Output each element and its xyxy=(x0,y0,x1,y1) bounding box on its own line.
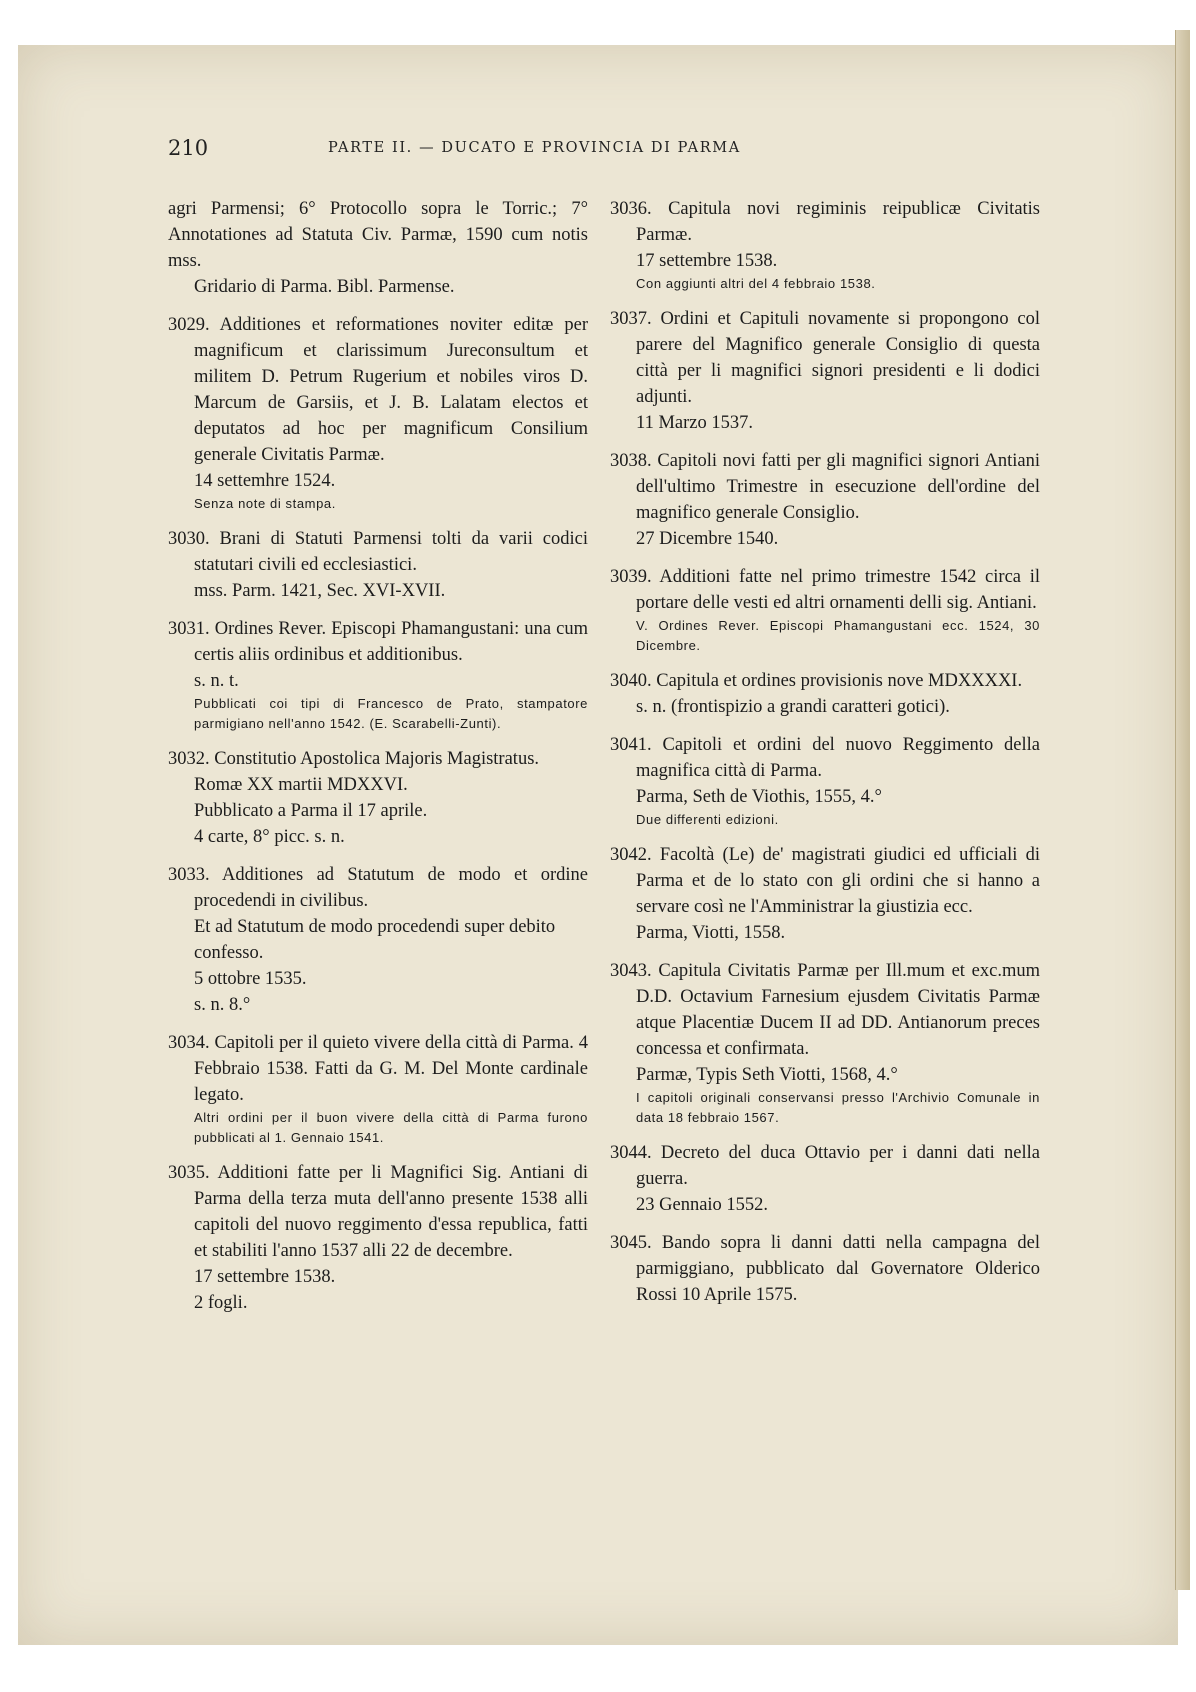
entry-3043 xyxy=(610,958,1040,1128)
entry-note: I capitoli originali conservansi presso l'Archivio Comunale in data 18 febbraio 1567. xyxy=(636,1090,1040,1125)
entry-3041 xyxy=(610,732,1040,830)
entry-3035 xyxy=(168,1160,588,1316)
running-title: PARTE II. — DUCATO E PROVINCIA DI PARMA xyxy=(328,140,741,156)
entry-text: Capitula novi regiminis reipublicæ Civitatis Parmæ. xyxy=(636,199,1041,245)
entry-3031 xyxy=(168,616,588,734)
entry-text: Ordines Rever. Episcopi Phamangustani: una cum certis aliis ordinibus et additionibus. xyxy=(194,619,588,665)
entry-body xyxy=(168,862,588,914)
entry-number: 3040. xyxy=(610,671,652,691)
entry-text: Facoltà (Le) de' magistrati giudici ed ufficiali di Parma et de lo stato con gli ordini che si hanno a servare così ne l'Amministrar la giustizia ecc. xyxy=(636,845,1040,917)
entry-text: Capitula Civitatis Parmæ per Ill.mum et exc.mum D.D. Octavium Farnesium ejusdem Civitatis Parmæ atque Placentiæ Ducem II ad DD. Antianorum preces concessa et confirmata. xyxy=(636,961,1041,1059)
entry-date: mss. Parm. 1421, Sec. XVI-XVII. xyxy=(194,581,446,601)
entry-date: 17 settembre 1538. xyxy=(194,1267,336,1287)
entry-note: Con aggiunti altri del 4 febbraio 1538. xyxy=(636,276,876,291)
entry-number: 3042. xyxy=(610,845,652,865)
entry-date: s. n. (frontispizio a grandi caratteri gotici). xyxy=(636,697,950,717)
entry-location: Gridario di Parma. Bibl. Parmense. xyxy=(194,277,455,297)
entry-text: Constitutio Apostolica Majoris Magistratus. xyxy=(214,749,540,769)
entry-text: Additiones et reformationes noviter editæ per magnificum et clarissimum Jureconsultum et militem D. Petrum Rugerium et nobiles viros D. Marcum de Garsiis, et J. B. Lalatam electos et deputatos ad hoc per magnificum Consilium generale Civitatis Parmæ. xyxy=(194,315,588,465)
entry-text: Decreto del duca Ottavio per i danni dati nella guerra. xyxy=(636,1143,1040,1189)
entry-body xyxy=(610,668,1040,694)
entry-text: Brani di Statuti Parmensi tolti da varii codici statutari civili ed ecclesiastici. xyxy=(194,529,588,575)
entry-number: 3037. xyxy=(610,309,652,329)
continuation-entry xyxy=(168,196,588,300)
entry-text: Capitoli novi fatti per gli magnifici signori Antiani dell'ultimo Trimestre in esecuzione dell'ordine del magnifico generale Consiglio. xyxy=(636,451,1041,523)
entry-text: Bando sopra li danni datti nella campagna del parmiggiano, pubblicato dal Governatore Olderico Rossi 10 Aprile 1575. xyxy=(636,1233,1041,1305)
entry-3044 xyxy=(610,1140,1040,1218)
left-column xyxy=(168,196,588,1328)
entry-date: 14 settemhre 1524. xyxy=(194,471,336,491)
entry-note: Senza note di stampa. xyxy=(194,496,336,511)
entry-body xyxy=(168,312,588,468)
entry-detail: 4 carte, 8° picc. s. n. xyxy=(194,827,345,847)
entry-number: 3032. xyxy=(168,749,210,769)
entry-number: 3035. xyxy=(168,1163,210,1183)
entry-text: Capitoli et ordini del nuovo Reggimento della magnifica città di Parma. xyxy=(636,735,1041,781)
entry-3029 xyxy=(168,312,588,514)
entry-number: 3044. xyxy=(610,1143,652,1163)
entry-note: V. Ordines Rever. Episcopi Phamangustani ecc. 1524, 30 Dicembre. xyxy=(636,618,1040,653)
entry-body xyxy=(610,842,1040,920)
entry-note: Altri ordini per il buon vivere della città di Parma furono pubblicati al 1. Gennaio 1541. xyxy=(194,1110,588,1145)
entry-number: 3038. xyxy=(610,451,652,471)
entry-body xyxy=(610,448,1040,526)
entry-detail: Pubblicato a Parma il 17 aprile. xyxy=(194,801,428,821)
entry-text: Capitula et ordines provisionis nove MDXXXXI. xyxy=(656,671,1023,691)
entry-body xyxy=(168,1160,588,1264)
entry-body xyxy=(610,732,1040,784)
page-edge xyxy=(1175,30,1190,1590)
entry-3037 xyxy=(610,306,1040,436)
entry-number: 3033. xyxy=(168,865,210,885)
entry-note: Pubblicati coi tipi di Francesco de Prato, stampatore parmigiano nell'anno 1542. (E. Scarabelli-Zunti). xyxy=(194,696,588,731)
entry-date: Parmæ, Typis Seth Viotti, 1568, 4.° xyxy=(636,1065,898,1085)
entry-text: agri Parmensi; 6° Protocollo sopra le Torric.; 7° Annotationes ad Statuta Civ. Parmæ, 1590 cum notis mss. xyxy=(168,199,588,271)
entry-3032 xyxy=(168,746,588,850)
entry-detail: s. n. 8.° xyxy=(194,995,251,1015)
entry-body xyxy=(168,616,588,668)
entry-number: 3034. xyxy=(168,1033,210,1053)
entry-number: 3043. xyxy=(610,961,652,981)
right-column xyxy=(610,196,1040,1320)
entry-3039 xyxy=(610,564,1040,656)
running-header xyxy=(168,136,908,164)
entry-3030 xyxy=(168,526,588,604)
entry-3034 xyxy=(168,1030,588,1148)
page-number: 210 xyxy=(168,136,209,160)
entry-date: Romæ XX martii MDXXVI. xyxy=(194,775,408,795)
entry-body xyxy=(610,196,1040,248)
entry-number: 3031. xyxy=(168,619,210,639)
entry-text: Ordini et Capituli novamente si propongono col parere del Magnifico generale Consiglio di questa città per li magnifici signori presidenti e li dodici adjunti. xyxy=(636,309,1041,407)
entry-body xyxy=(168,746,588,772)
entry-3033 xyxy=(168,862,588,1018)
entry-text: Additioni fatte nel primo trimestre 1542 circa il portare delle vesti ed altri ornamenti delli sig. Antiani. xyxy=(636,567,1040,613)
entry-text: Capitoli per il quieto vivere della città di Parma. 4 Febbraio 1538. Fatti da G. M. Del Monte cardinale legato. xyxy=(194,1033,589,1105)
entry-body xyxy=(610,306,1040,410)
entry-date: Parma, Seth de Viothis, 1555, 4.° xyxy=(636,787,882,807)
entry-date: s. n. t. xyxy=(194,671,239,691)
entry-body xyxy=(610,1230,1040,1308)
entry-3040 xyxy=(610,668,1040,720)
entry-date: 17 settembre 1538. xyxy=(636,251,778,271)
entry-3038 xyxy=(610,448,1040,552)
entry-detail: 2 fogli. xyxy=(194,1293,248,1313)
entry-number: 3036. xyxy=(610,199,652,219)
entry-date: 5 ottobre 1535. xyxy=(194,969,307,989)
entry-number: 3045. xyxy=(610,1233,652,1253)
entry-text: Additiones ad Statutum de modo et ordine procedendi in civilibus. xyxy=(194,865,588,911)
entry-number: 3029. xyxy=(168,315,210,335)
entry-body xyxy=(610,1140,1040,1192)
entry-body xyxy=(610,564,1040,616)
entry-date: Parma, Viotti, 1558. xyxy=(636,923,786,943)
entry-date: 11 Marzo 1537. xyxy=(636,413,753,433)
entry-detail: Et ad Statutum de modo procedendi super debito confesso. xyxy=(194,917,556,963)
entry-text: Additioni fatte per li Magnifici Sig. Antiani di Parma della terza muta dell'anno presente 1538 alli capitoli del nuovo reggimento d'essa republica, fatti et stabiliti l'anno 1537 alli 22 de decembre. xyxy=(194,1163,588,1261)
entry-3042 xyxy=(610,842,1040,946)
entry-date: 27 Dicembre 1540. xyxy=(636,529,779,549)
entry-body xyxy=(610,958,1040,1062)
entry-body xyxy=(168,1030,588,1108)
entry-body xyxy=(168,526,588,578)
entry-number: 3039. xyxy=(610,567,652,587)
entry-note: Due differenti edizioni. xyxy=(636,812,779,827)
entry-date: 23 Gennaio 1552. xyxy=(636,1195,769,1215)
entry-number: 3041. xyxy=(610,735,652,755)
entry-number: 3030. xyxy=(168,529,210,549)
entry-3045 xyxy=(610,1230,1040,1308)
entry-3036 xyxy=(610,196,1040,294)
